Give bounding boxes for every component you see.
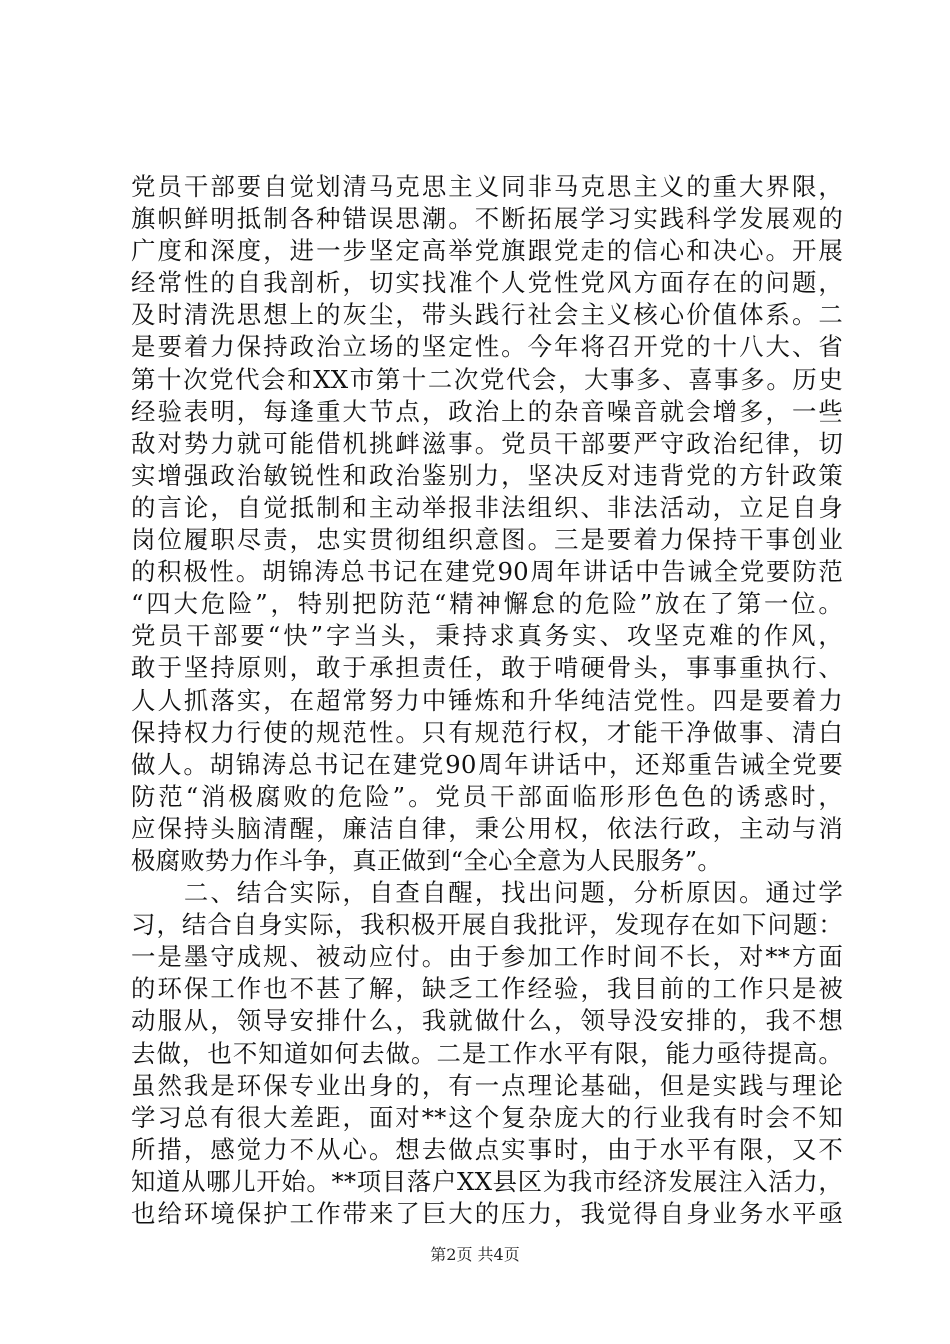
text-line: 的积极性。胡锦涛总书记在建党90周年讲话中告诫全党要防范 (131, 557, 843, 587)
text-line: 经验表明，每逢重大节点，政治上的杂音噪音就会增多，一些 (131, 396, 843, 426)
text-line: 是要着力保持政治立场的坚定性。今年将召开党的十八大、省 (131, 332, 843, 362)
body-text (131, 171, 843, 1230)
text-line: 保持权力行使的规范性。只有规范行权，才能干净做事、清白 (131, 717, 843, 747)
text-line: 经常性的自我剖析，切实找准个人党性党风方面存在的问题， (131, 268, 843, 298)
text-line: 动服从，领导安排什么，我就做什么，领导没安排的，我不想 (131, 1006, 843, 1036)
text-line: 及时清洗思想上的灰尘，带头践行社会主义核心价值体系。二 (131, 300, 843, 330)
text-line: 旗帜鲜明抵制各种错误思潮。不断拓展学习实践科学发展观的 (131, 204, 843, 234)
text-line: 虽然我是环保专业出身的，有一点理论基础，但是实践与理论 (131, 1070, 843, 1100)
text-line: 的言论，自觉抵制和主动举报非法组织、非法活动，立足自身 (131, 492, 843, 522)
text-line: 的环保工作也不甚了解，缺乏工作经验，我目前的工作只是被 (131, 974, 843, 1004)
text-line: 一是墨守成规、被动应付。由于参加工作时间不长，对**方面 (131, 942, 843, 972)
text-line: 应保持头脑清醒，廉洁自律，秉公用权，依法行政，主动与消 (131, 813, 843, 843)
text-line: 党员干部要“快”字当头，秉持求真务实、攻坚克难的作风， (131, 621, 843, 651)
text-line: 敌对势力就可能借机挑衅滋事。党员干部要严守政治纪律，切 (131, 428, 843, 458)
text-line: “四大危险”，特别把防范“精神懈怠的危险”放在了第一位。 (131, 589, 843, 619)
text-line: 极腐败势力作斗争，真正做到“全心全意为人民服务”。 (131, 845, 722, 875)
page-footer: 第2页 共4页 (430, 1245, 520, 1264)
text-line: 学习总有很大差距，面对**这个复杂庞大的行业我有时会不知 (131, 1102, 843, 1132)
text-line: 习，结合自身实际，我积极开展自我批评，发现存在如下问题： (131, 910, 843, 940)
text-line: 人人抓落实，在超常努力中锤炼和升华纯洁党性。四是要着力 (131, 685, 843, 715)
text-line: 岗位履职尽责，忠实贯彻组织意图。三是要着力保持干事创业 (131, 525, 843, 555)
text-line: 知道从哪儿开始。**项目落户XX县区为我市经济发展注入活力， (131, 1166, 843, 1196)
text-line: 实增强政治敏锐性和政治鉴别力，坚决反对违背党的方针政策 (131, 460, 843, 490)
text-line: 党员干部要自觉划清马克思主义同非马克思主义的重大界限， (131, 172, 843, 201)
text-line: 敢于坚持原则，敢于承担责任，敢于啃硬骨头，事事重执行、 (131, 653, 843, 683)
text-line: 广度和深度，进一步坚定高举党旗跟党走的信心和决心。开展 (131, 236, 843, 266)
text-line: 做人。胡锦涛总书记在建党90周年讲话中，还郑重告诫全党要 (131, 749, 843, 779)
text-line: 防范“消极腐败的危险”。党员干部面临形形色色的诱惑时， (131, 781, 843, 811)
text-line: 也给环境保护工作带来了巨大的压力，我觉得自身业务水平亟 (131, 1199, 843, 1228)
text-line: 去做，也不知道如何去做。二是工作水平有限，能力亟待提高。 (131, 1038, 843, 1068)
text-line: 第十次党代会和XX市第十二次党代会，大事多、喜事多。历史 (131, 364, 843, 394)
text-line: 所措，感觉力不从心。想去做点实事时，由于水平有限，又不 (131, 1134, 843, 1164)
text-line: 二、结合实际，自查自醒，找出问题，分析原因。通过学 (131, 878, 843, 908)
